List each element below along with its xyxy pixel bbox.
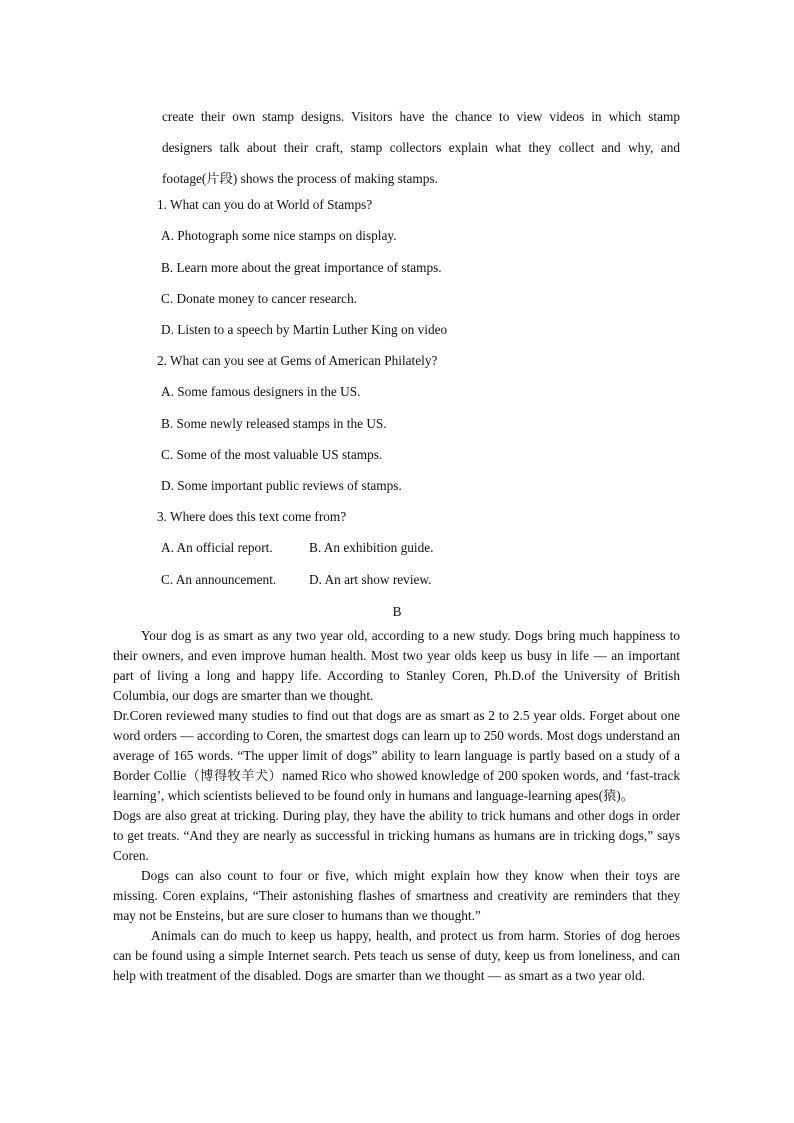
passage-paragraph: Your dog is as smart as any two year old, according to a new study. Dogs bring much happiness to their owners, and even improve human health. Most two year olds keep us busy in life — an important part of living a long and happy life. According to Stanley Coren, Ph.D.of the University of British Columbia, our dogs are smarter than we thought. bbox=[113, 628, 680, 703]
question-1-option-b: B. Learn more about the great importance of stamps. bbox=[161, 260, 442, 275]
passage-paragraph: Dogs can also count to four or five, which might explain how they know when their toys are missing. Coren explains, “Their astonishing flashes of smartness and creativity are reminders that they may not be Ensteins, but are sure closer to humans than we thought.” bbox=[113, 868, 680, 923]
question-1-option-d: D. Listen to a speech by Martin Luther King on video bbox=[161, 322, 448, 337]
question-3-option-c: C. An announcement. bbox=[161, 572, 277, 587]
passage-paragraph: Animals can do much to keep us happy, health, and protect us from harm. Stories of dog heroes can be found using a simple Internet search. Pets teach us sense of duty, keep us from loneliness, and can help with treatment of the disabled. Dogs are smarter than we thought — as smart as a two year old. bbox=[113, 928, 680, 983]
question-2-option-c: C. Some of the most valuable US stamps. bbox=[161, 447, 383, 462]
passage-paragraph: Dr.Coren reviewed many studies to find out that dogs are as smart as 2 to 2.5 year olds. Forget about one word orders — according to Coren, the smartest dogs can learn up to 250 words. Most dogs understand an average of 165 words. “The upper limit of dogs” ability to learn language is partly based on a study of a Border Collie（博得牧羊犬）named Rico who showed knowledge of 200 spoken words, and ‘fast-track learning’, which scientists believed to be found only in humans and language-learning apes(猿)。 bbox=[113, 708, 680, 803]
passage-b bbox=[113, 626, 680, 986]
question-2-option-b: B. Some newly released stamps in the US. bbox=[161, 416, 387, 431]
question-1-stem: 1. What can you do at World of Stamps? bbox=[157, 197, 373, 212]
question-3-option-b: B. An exhibition guide. bbox=[309, 540, 434, 555]
question-3-option-d: D. An art show review. bbox=[309, 572, 432, 587]
question-2-option-d: D. Some important public reviews of stamps. bbox=[161, 478, 402, 493]
question-2-stem: 2. What can you see at Gems of American Philately? bbox=[157, 353, 438, 368]
question-2-option-a: A. Some famous designers in the US. bbox=[161, 384, 361, 399]
question-3-stem: 3. Where does this text come from? bbox=[157, 509, 347, 524]
question-1-option-a: A. Photograph some nice stamps on display. bbox=[161, 228, 397, 243]
passage-a-tail: create their own stamp designs. Visitors have the chance to view videos in which stamp designers talk about their craft, stamp collectors explain what they collect and why, and footage(片段) shows the process of making stamps. bbox=[162, 109, 680, 186]
question-3-option-a: A. An official report. bbox=[161, 540, 273, 555]
question-1-option-c: C. Donate money to cancer research. bbox=[161, 291, 358, 306]
section-title-b: B bbox=[392, 604, 402, 619]
passage-paragraph: Dogs are also great at tricking. During play, they have the ability to trick humans and other dogs in order to get treats. “And they are nearly as successful in tricking humans as humans are in tricking dogs,” says Coren. bbox=[113, 808, 680, 863]
